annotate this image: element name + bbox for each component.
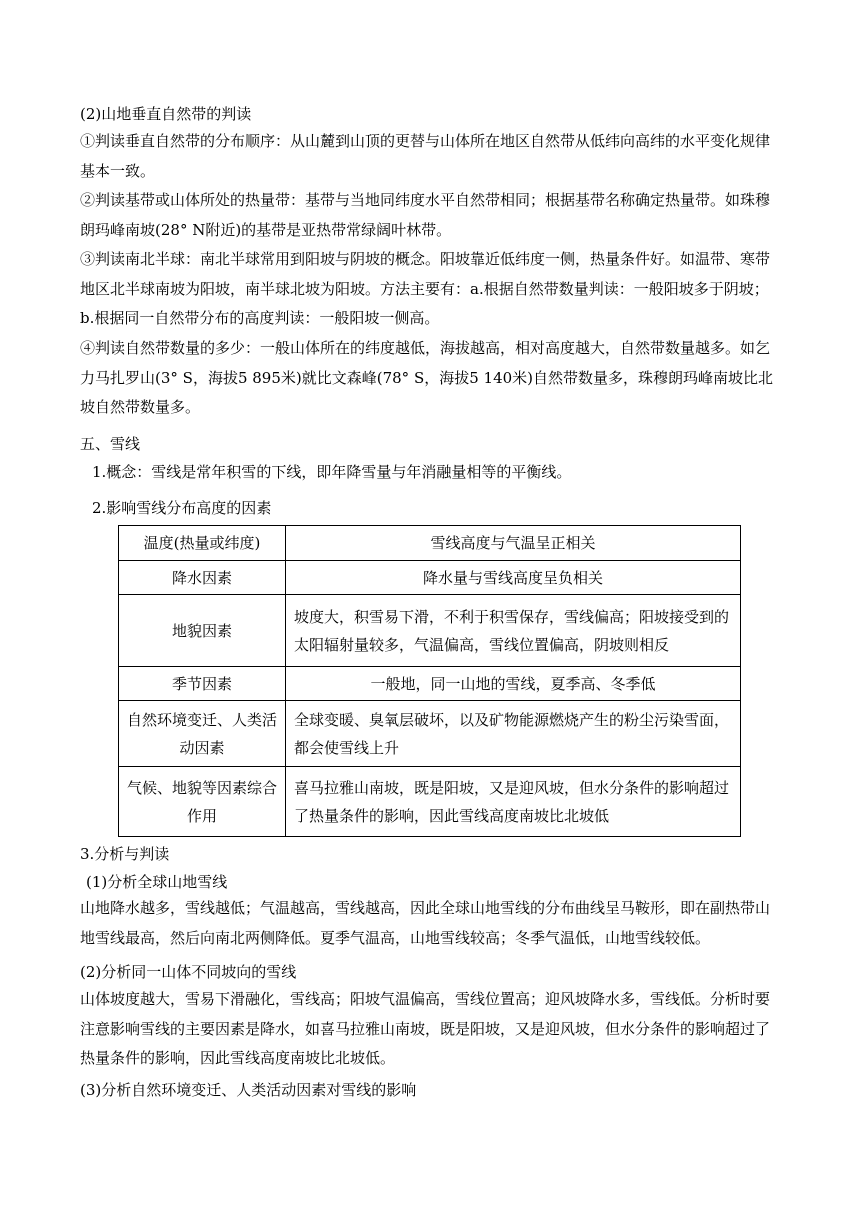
analysis-3-title: (3)分析自然环境变迁、人类活动因素对雪线的影响 [80, 1081, 417, 1099]
analysis-title: 3.分析与判读 [80, 845, 170, 863]
factor-cell: 降水因素 [119, 561, 286, 595]
factor-cell: 季节因素 [119, 667, 286, 701]
analysis-2-text: 山体坡度越大，雪易下滑融化，雪线高；阳坡气温偏高，雪线位置高；迎风坡降水多，雪线低。分析时要注意影响雪线的主要因素是降水，如喜马拉雅山南坡，既是阳坡，又是迎风坡，但水分条件的影响超过了热量条件的影响，因此雪线高度南坡比北坡低。 [80, 990, 771, 1068]
table-row [119, 595, 741, 667]
table-row [119, 526, 741, 561]
table-row [119, 667, 741, 701]
factor-cell: 气候、地貌等因素综合作用 [119, 767, 286, 837]
description-cell: 喜马拉雅山南坡，既是阳坡，又是迎风坡，但水分条件的影响超过了热量条件的影响，因此雪线高度南坡比北坡低 [286, 767, 741, 837]
factor-cell: 地貌因素 [119, 595, 286, 667]
paragraph-hemisphere: ③判读南北半球：南北半球常用到阳坡与阴坡的概念。阳坡靠近低纬度一侧，热量条件好。如温带、寒带地区北半球南坡为阳坡，南半球北坡为阳坡。方法主要有：a.根据自然带数量判读：一般阳坡多于阴坡；b.根据同一自然带分布的高度判读：一般阳坡一侧高。 [80, 250, 771, 328]
table-row [119, 561, 741, 595]
snowline-concept: 1.概念：雪线是常年积雪的下线，即年降雪量与年消融量相等的平衡线。 [92, 463, 572, 481]
analysis-1-title: (1)分析全球山地雪线 [86, 873, 228, 891]
description-cell: 降水量与雪线高度呈负相关 [286, 561, 741, 595]
table-row [119, 767, 741, 837]
factor-cell: 温度(热量或纬度) [119, 526, 286, 561]
analysis-2-title: (2)分析同一山体不同坡向的雪线 [80, 963, 297, 981]
description-cell: 一般地，同一山地的雪线，夏季高、冬季低 [286, 667, 741, 701]
heading-snowline: 五、雪线 [80, 435, 141, 453]
paragraph-zone-count: ④判读自然带数量的多少：一般山体所在的纬度越低，海拔越高，相对高度越大，自然带数量越多。如乞力马扎罗山(3° S，海拔5 895米)就比文森峰(78° S，海拔5 140米)自然带数量多，珠穆朗玛峰南坡比北坡自然带数量多。 [80, 339, 774, 417]
paragraph-base-zone: ②判读基带或山体所处的热量带：基带与当地同纬度水平自然带相同；根据基带名称确定热量带。如珠穆朗玛峰南坡(28° N附近)的基带是亚热带常绿阔叶林带。 [80, 191, 771, 239]
factor-cell: 自然环境变迁、人类活动因素 [119, 701, 286, 767]
subtitle-vertical-zones: (2)山地垂直自然带的判读 [80, 105, 252, 123]
description-cell: 坡度大，积雪易下滑，不利于积雪保存，雪线偏高；阳坡接受到的太阳辐射量较多，气温偏高，雪线位置偏高，阴坡则相反 [286, 595, 741, 667]
factors-title: 2.影响雪线分布高度的因素 [92, 499, 272, 517]
description-cell: 雪线高度与气温呈正相关 [286, 526, 741, 561]
paragraph-distribution-order: ①判读垂直自然带的分布顺序：从山麓到山顶的更替与山体所在地区自然带从低纬向高纬的水平变化规律基本一致。 [80, 132, 771, 180]
table-row [119, 701, 741, 767]
analysis-1-text: 山地降水越多，雪线越低；气温越高，雪线越高，因此全球山地雪线的分布曲线呈马鞍形，即在副热带山地雪线最高，然后向南北两侧降低。夏季气温高，山地雪线较高；冬季气温低，山地雪线较低。 [80, 899, 771, 947]
snowline-factors-table [118, 525, 741, 837]
description-cell: 全球变暖、臭氧层破坏，以及矿物能源燃烧产生的粉尘污染雪面，都会使雪线上升 [286, 701, 741, 767]
